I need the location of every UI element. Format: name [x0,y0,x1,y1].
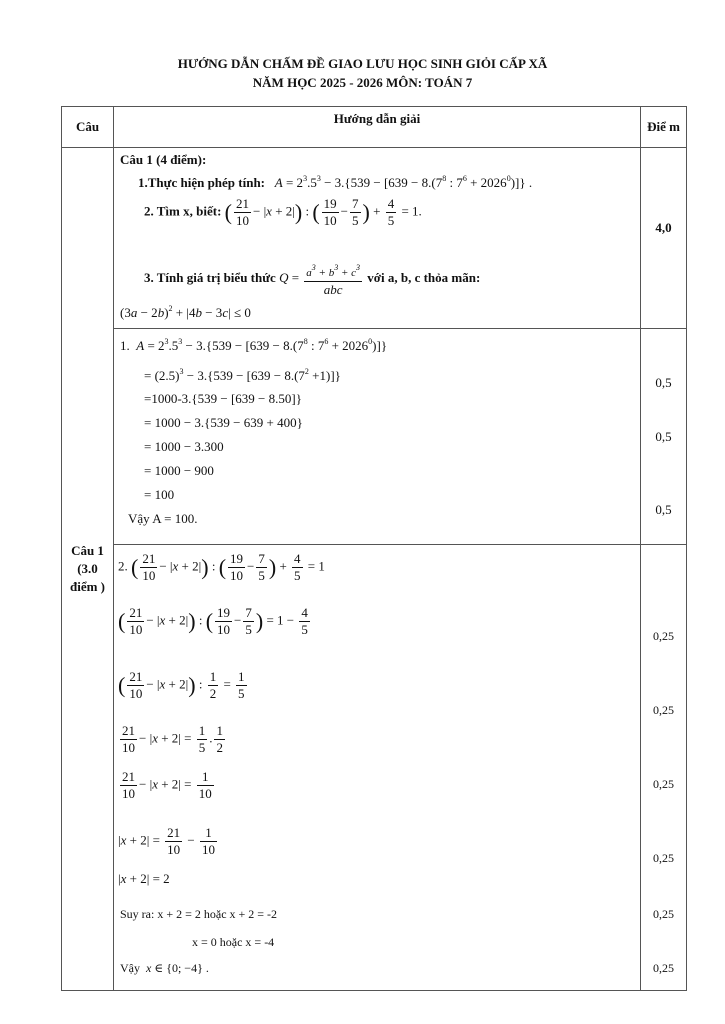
points-problem: 4,0 [641,148,687,329]
header-diem: Điể m [641,107,687,148]
header-cau: Câu [62,107,114,148]
solution-1-conclusion: Vậy A = 100. [128,511,198,526]
row-label-cau-1: Câu 1 (3.0 điểm ) [62,148,114,991]
problem-q1: 1.Thực hiện phép tính: $A = 2^3.5^3 - 3.\{539 - [639 - 8.(7^8$ : $7^6 + 2026^0$)]} . [138,174,533,190]
problem-q2: 2. Tìm x, biết: ( $\frac{21}{10}$ − |x + 2|) : ( $\frac{19}{10}$ − $\frac{7}{5}$ ) + $\frac{4}{5}$ = 1. [144,196,422,228]
doc-title-line1: HƯỚNG DẪN CHẤM ĐỀ GIAO LƯU HỌC SINH GIỎI CẤP XÃ [177,56,548,71]
problem-statement [114,148,641,329]
grading-table [61,106,687,991]
points-solution-2: 0,25 0,25 0,25 0,25 0,25 0,25 [641,545,687,991]
solution-2: 2. ( $\frac{21}{10}$ − |x + 2|) : ( $\frac{19}{10}$ − $\frac{7}{5}$ ) + $\frac{4}{5}$ = 1 ( $\frac{21}{10}$ − |x + 2|) : ( $\frac{19}{10}$ − $\frac{7}{5}$ ) = 1 − $\frac{4}{5}$ ( $\frac{21}{10}$ − |x + 2|) : $\frac{1}{2}$ = $\frac{1}{5}$ $\frac{21}{10}$ − |x + 2| = $\frac{1}{5}$ . $\frac{1}{2}$ $\frac{21}{10}$ − |x + 2| = $\frac{1}{10}$ |x + 2| = $\frac{21}{10}$ − $\frac{1}{10}$ |x + 2| = 2 Suy ra: x + 2 = 2 hoặc x + 2 = -2 x = 0 hoặc x = -4 Vậy x ∈ {0; −4} . [114,545,641,991]
solution-2-suy-ra: Suy ra: x + 2 = 2 hoặc x + 2 = -2 [120,907,278,921]
header-huong-dan: Hướng dẫn giải [114,107,641,148]
solution-1: 1. $A = 2^3.5^3 - 3.\{539 - [639 - 8.(7^8$ : $7^6 + 2026^0$)]} = $(2.5)^3 - 3.\{539 - [639 - 8.(7^2 +1)]\}$ =1000-3.{539 − [639 − 8.50]} = 1000 − 3.{539 − 639 + 400} = 1000 − 3.300 = 1000 − 900 = 100 Vậy A = 100. [114,329,641,545]
doc-title-line2: NĂM HỌC 2025 - 2026 MÔN: TOÁN 7 [252,75,473,90]
problem-title: Câu 1 (4 điểm): [120,152,207,167]
problem-q3: 3. Tính giá trị biểu thức Q = $\frac{a^3 + b^3 + c^3}{\text{abc}}$ với a, b, c thỏa mãn: [144,260,480,298]
solution-2-x-values: x = 0 hoặc x = -4 [192,935,275,949]
points-solution-1: 0,5 0,5 0,5 [641,329,687,545]
solution-2-conclusion: Vậy x ∈ {0; −4} . [120,961,209,975]
problem-q3-condition: $(3a - 2b)^2 + |4b - 3c| \le 0$ [120,304,251,320]
